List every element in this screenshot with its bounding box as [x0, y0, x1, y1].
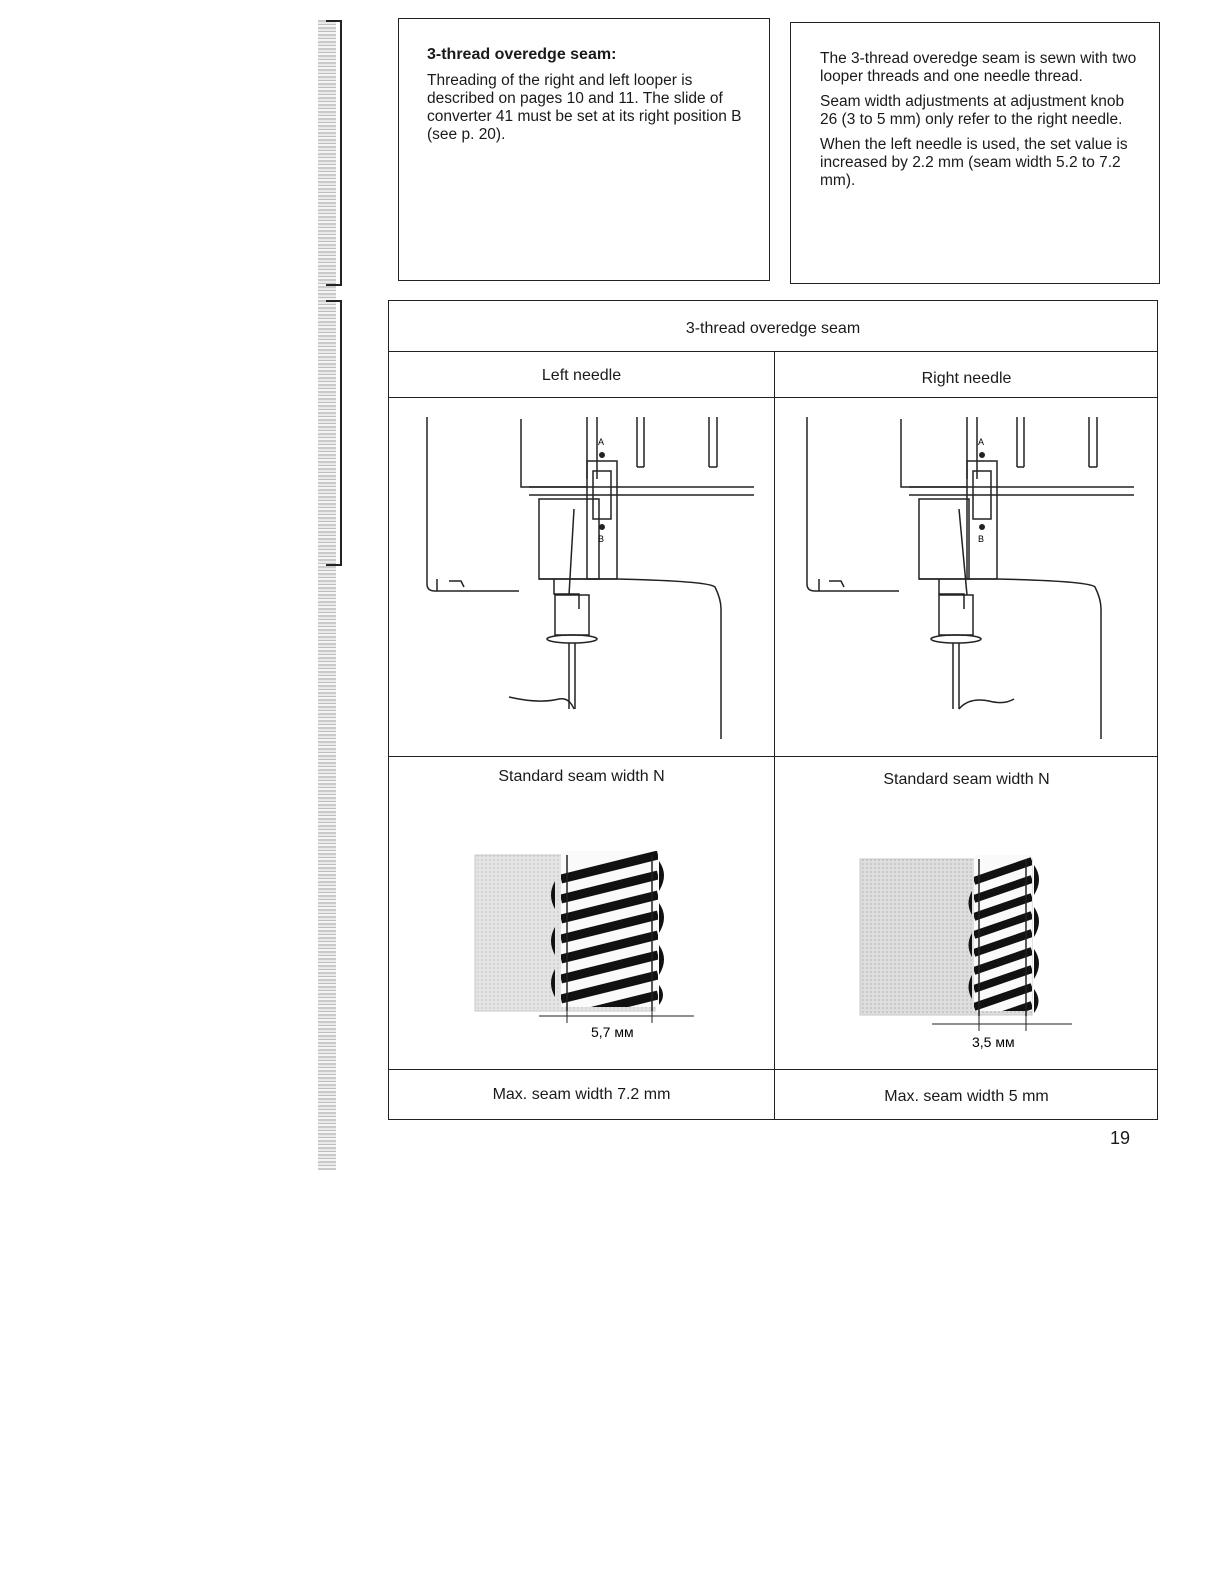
- position-label-a: A: [978, 437, 985, 447]
- page-number: 19: [1110, 1128, 1131, 1148]
- column-header-left-needle: Left needle: [541, 367, 622, 384]
- position-label-b: B: [598, 534, 605, 544]
- info-paragraph: The 3-thread overedge seam is sewn with two looper threads and one needle thread.: [820, 50, 1137, 85]
- measurement-left: 5,7 мм: [591, 1024, 634, 1040]
- table-title: 3-thread overedge seam: [685, 320, 861, 337]
- info-paragraph: When the left needle is used, the set value is increased by 2.2 mm (seam width 5.2 to 7.2 mm).: [820, 136, 1128, 189]
- max-width-left: Max. seam width 7.2 mm: [492, 1086, 671, 1103]
- left-seam-sample: [469, 851, 709, 1051]
- right-needle-illustration: [789, 409, 1144, 749]
- intro-heading: 3-thread overedge seam:: [427, 46, 617, 63]
- left-needle-illustration: [409, 409, 759, 749]
- section-tab-mark: [326, 300, 342, 566]
- caption-left: Standard seam width N: [498, 768, 665, 785]
- right-seam-sample: [854, 851, 1094, 1051]
- seam-table: [388, 300, 1158, 1120]
- position-label-a: A: [598, 437, 605, 447]
- max-width-right: Max. seam width 5 mm: [884, 1088, 1049, 1105]
- column-header-right-needle: Right needle: [921, 370, 1012, 387]
- info-paragraph: Seam width adjustments at adjustment knob 26 (3 to 5 mm) only refer to the right needle.: [820, 93, 1125, 128]
- info-box: [790, 22, 1160, 284]
- intro-box: [398, 18, 770, 281]
- section-tab-mark: [326, 20, 342, 286]
- position-label-b: B: [978, 534, 985, 544]
- caption-right: Standard seam width N: [883, 771, 1050, 788]
- intro-paragraph: Threading of the right and left looper is described on pages 10 and 11. The slide of converter 41 must be set at its right position B (see p. 20).: [427, 72, 742, 143]
- measurement-right: 3,5 мм: [972, 1034, 1015, 1050]
